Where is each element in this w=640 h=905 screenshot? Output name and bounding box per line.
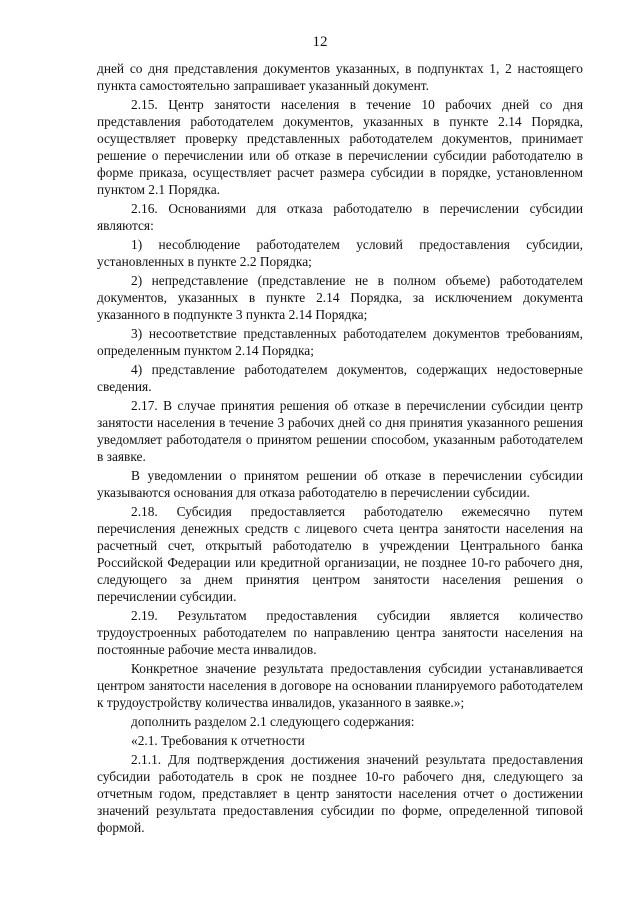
page-number: 12 xyxy=(312,34,328,50)
section-heading-2-1: «2.1. Требования к отчетности xyxy=(131,733,305,748)
list-item-1: 1) несоблюдение работодателем условий предоставления субсидии, установленных в пункте 2.2 Порядка; xyxy=(97,237,583,269)
paragraph-continuation: дней со дня представления документов указанных, в подпунктах 1, 2 настоящего пункта самостоятельно запрашивает указанный документ. xyxy=(97,61,583,93)
paragraph-2-19: 2.19. Результатом предоставления субсидии является количество трудоустроенных работодателем по направлению центра занятости населения на постоянные рабочие места инвалидов. xyxy=(97,608,583,657)
paragraph-add-section: дополнить разделом 2.1 следующего содержания: xyxy=(131,714,415,729)
paragraph-2-1-1: 2.1.1. Для подтверждения достижения значений результата предоставления субсидии работодатель в срок не позднее 10-го рабочего дня, следующего за отчетным годом, представляет в центр занятости населения отчет о достижении значений результата предоставления субсидии по форме, определенной типовой формой. xyxy=(97,752,583,835)
paragraph-specific-value: Конкретное значение результата предоставления субсидии устанавливается центром занятости населения в договоре на основании планируемого работодателем к трудоустройству количества инвалидов, указанного в заявке.»; xyxy=(97,661,583,710)
list-item-4: 4) представление работодателем документов, содержащих недостоверные сведения. xyxy=(97,362,583,394)
paragraph-2-15: 2.15. Центр занятости населения в течение 10 рабочих дней со дня представления работодателем документов, указанных в пункте 2.14 Порядка, осуществляет проверку представленных работодателем документов, принимает решение о перечислении или об отказе в перечислении субсидии работодателю в форме приказа, осуществляет расчет размера субсидии в порядке, установленном пунктом 2.1 Порядка. xyxy=(97,97,583,197)
document-body xyxy=(97,60,583,836)
paragraph-2-17: 2.17. В случае принятия решения об отказе в перечислении субсидии центр занятости населения в течение 3 рабочих дней со дня принятия указанного решения уведомляет работодателя о принятом решении способом, указанным работодателем в заявке. xyxy=(97,398,583,464)
paragraph-notification: В уведомлении о принятом решении об отказе в перечислении субсидии указываются основания для отказа работодателю в перечислении субсидии. xyxy=(97,468,583,500)
paragraph-2-18: 2.18. Субсидия предоставляется работодателю ежемесячно путем перечисления денежных средств с лицевого счета центра занятости населения на расчетный счет, открытый работодателю в учреждении Центрального банка Российской Федерации или кредитной организации, не позднее 10-го рабочего дня, следующего за днем принятия центром занятости населения решения о перечислении субсидии. xyxy=(97,504,583,604)
list-item-3: 3) несоответствие представленных работодателем документов требованиям, определенным пунктом 2.14 Порядка; xyxy=(97,326,583,358)
list-item-2: 2) непредставление (представление не в полном объеме) работодателем документов, указанных в пункте 2.14 Порядка, за исключением документа указанного в подпункте 3 пункта 2.14 Порядка; xyxy=(97,273,583,322)
paragraph-2-16: 2.16. Основаниями для отказа работодателю в перечислении субсидии являются: xyxy=(97,201,583,233)
